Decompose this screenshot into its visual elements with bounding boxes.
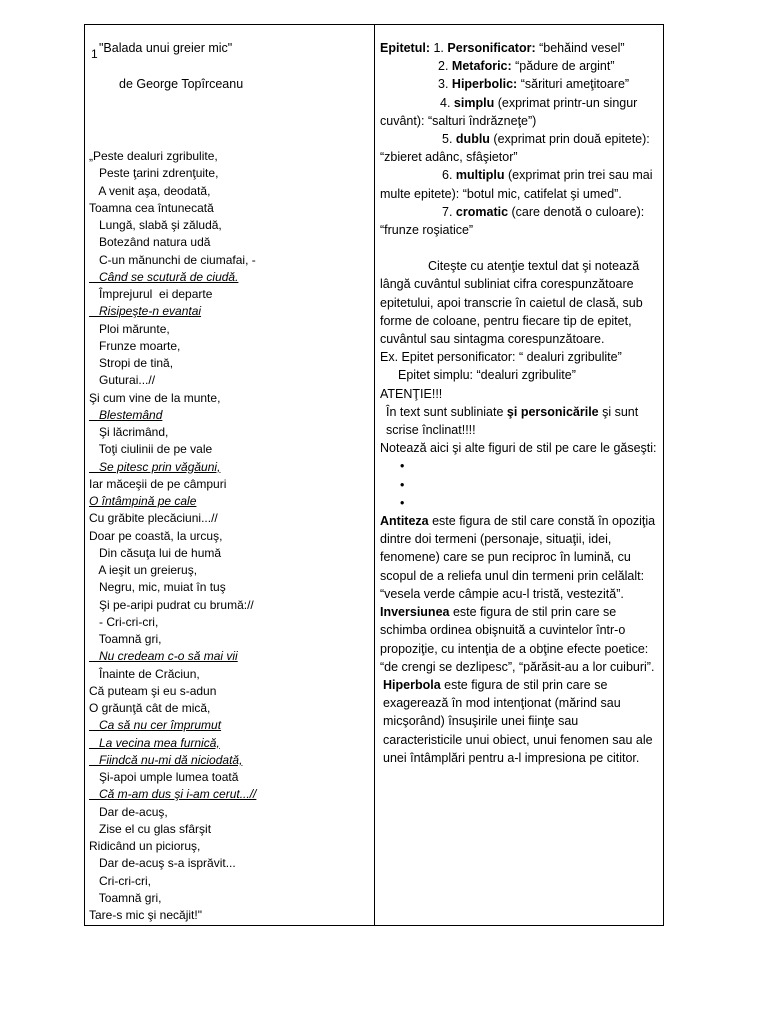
epitet-item-7: 7. cromatic (care denotă o culoare): “frunze roşiatice”: [380, 204, 645, 238]
poem-line: O întâmpină pe cale: [89, 494, 197, 508]
epitet-item-5: 5. dublu (exprimat prin două epitete): “zbieret adânc, sfâşietor”: [380, 132, 650, 165]
hiperbola-definition: Hiperbola este figura de stil prin care se exagerează în mod intenţionat (mărind sau micşorând) însuşirile unei fiinţe sau caracteristicile unui obiect, unui fenomen sau ale unei întâmplări pentru a-l impresiona pe cititor.: [383, 677, 653, 765]
poem-line: Nu credeam c-o să mai vii: [89, 649, 238, 664]
epitet-item-6: 6. multiplu (exprimat prin trei sau mai multe epitete): “botul mic, catifelat şi umed”.: [380, 168, 653, 201]
poem-line: Se pitesc prin văgăuni,: [89, 459, 221, 474]
poem-line: Înainte de Crăciun,: [89, 666, 200, 681]
poem-line: Din căsuţa lui de humă: [89, 545, 222, 560]
poem-line: Toamnă gri,: [89, 890, 162, 905]
poem-line: Că m-am dus şi i-am cerut...//: [89, 787, 257, 802]
bullet: •: [400, 477, 405, 492]
epitet-item-1: Epitetul: 1. Personificator: “behăind vesel”: [380, 41, 625, 55]
poem-line: Şi cum vine de la munte,: [89, 390, 221, 405]
poem-line: Ca să nu cer împrumut: [89, 718, 222, 733]
theory-column: [375, 25, 663, 925]
poem-line: Cri-cri-cri,: [89, 873, 151, 888]
poem-line: Stropi de tină,: [89, 356, 174, 370]
poem-line: Peste ţarini zdrenţuite,: [89, 166, 219, 181]
poem-line: Dar de-acuş s-a isprăvit...: [89, 856, 236, 871]
poem-line: Doar pe coastă, la urcuş,: [89, 528, 223, 543]
epitet-item-3: 3. Hiperbolic: “sărituri ameţitoare”: [438, 77, 630, 92]
antiteza-definition: Antiteza este figura de stil care constă în opoziţia dintre doi termeni (personaje, situaţii, idei, fenomene) care se pun reciproc în lumină, cu scopul de a reliefa unul din termeni prin celălalt: “vesela verde câmpie acu-l tristă, vestezită”.: [380, 514, 656, 601]
attention-label: ATENŢIE!!!: [380, 386, 443, 401]
poem-line: Negru, mic, muiat în tuş: [89, 580, 226, 595]
epitet-item-2: 2. Metaforic: “pădure de argint”: [438, 59, 615, 74]
instructions: Citeşte cu atenţie textul dat şi notează lângă cuvântul subliniat cifra corespunzătoare epitetului, apoi transcrie în caietul de clasă, sub forme de coloane, pentru fiecare tip de epitet, cuvântul sau sintagma corespunzătoare.: [380, 259, 643, 347]
poem-line: O grăunţă cât de mică,: [89, 701, 211, 715]
poem-line: Fiindcă nu-mi dă niciodată,: [89, 752, 243, 767]
poem-line: La vecina mea furnică,: [89, 735, 220, 750]
poem-line: Ploi mărunte,: [89, 321, 170, 336]
poem-line: A ieşit un greieruş,: [89, 563, 198, 577]
bullet: •: [400, 459, 405, 474]
example-personificator: Ex. Epitet personificator: “ dealuri zgribulite”: [380, 350, 622, 365]
poem-line: Când se scutură de ciudă.: [89, 269, 239, 284]
poem-line: Toamnă gri,: [89, 632, 162, 646]
poem-line: - Cri-cri-cri,: [89, 614, 159, 629]
poem-line: Botezând natura udă: [89, 235, 211, 250]
bullet: •: [400, 495, 405, 510]
poem-line: Că puteam şi eu s-adun: [89, 683, 217, 698]
epitet-heading: Epitetul:: [380, 41, 430, 55]
poem-line: Toamna cea întunecată: [89, 200, 214, 215]
example-simplu: Epitet simplu: “dealuri zgribulite”: [398, 368, 576, 383]
poem-line: C-un mănunchi de ciumafai, -: [89, 252, 256, 267]
worksheet-table: [84, 24, 664, 926]
poem-line: Toţi ciulinii de pe vale: [89, 442, 213, 457]
poem-line: Şi lăcrimând,: [89, 425, 169, 439]
poem-line: Împrejurul ei departe: [89, 287, 213, 301]
poem-line: Dar de-acuş,: [89, 804, 168, 819]
poem-line: Cu grăbite plecăciuni...//: [89, 511, 218, 526]
poem-line: Zise el cu glas sfârşit: [89, 821, 212, 836]
poem-line: Şi pe-aripi pudrat cu brumă://: [89, 597, 254, 612]
inversiunea-definition: Inversiunea este figura de stil prin care se schimba ordinea obişnuită a cuvintelor într-o propoziţie, cu intenţia de a obţine efecte poetice: “de crengi se dezlipesc”, “părăsit-au a lor cuiburi”.: [380, 605, 655, 674]
poem-text: [89, 148, 256, 924]
poem-line: Şi-apoi umple lumea toată: [89, 770, 239, 784]
poem-line: „Peste dealuri zgribulite,: [89, 149, 218, 163]
poem-line: Lungă, slabă şi zăludă,: [89, 218, 222, 232]
theory-text: [380, 39, 658, 767]
poem-line: Tare-s mic şi necăjit!": [89, 908, 202, 922]
poem-column: [85, 25, 375, 925]
poem-line: Guturai...//: [89, 373, 156, 388]
attention-note: În text sunt subliniate şi personicările şi sunt scrise înclinat!!!!: [386, 404, 639, 438]
poem-line: Blestemând: [89, 407, 163, 422]
poem-author: de George Topîrceanu: [119, 77, 244, 91]
poem-title: "Balada unui greier mic": [99, 41, 233, 55]
page-number: 1: [91, 47, 98, 61]
poem-line: Frunze moarte,: [89, 338, 181, 353]
other-figures-prompt: Notează aici şi alte figuri de stil pe care le găseşti:: [380, 441, 657, 456]
poem-line: Risipeşte-n evantai: [89, 304, 202, 319]
poem-line: Iar măceşii de pe câmpuri: [89, 476, 227, 491]
poem-line: Ridicând un picioruş,: [89, 839, 201, 853]
epitet-item-4: 4. simplu (exprimat printr-un singur cuvânt): “salturi îndrăzneţe”): [380, 95, 638, 128]
poem-line: A venit aşa, deodată,: [89, 183, 211, 198]
